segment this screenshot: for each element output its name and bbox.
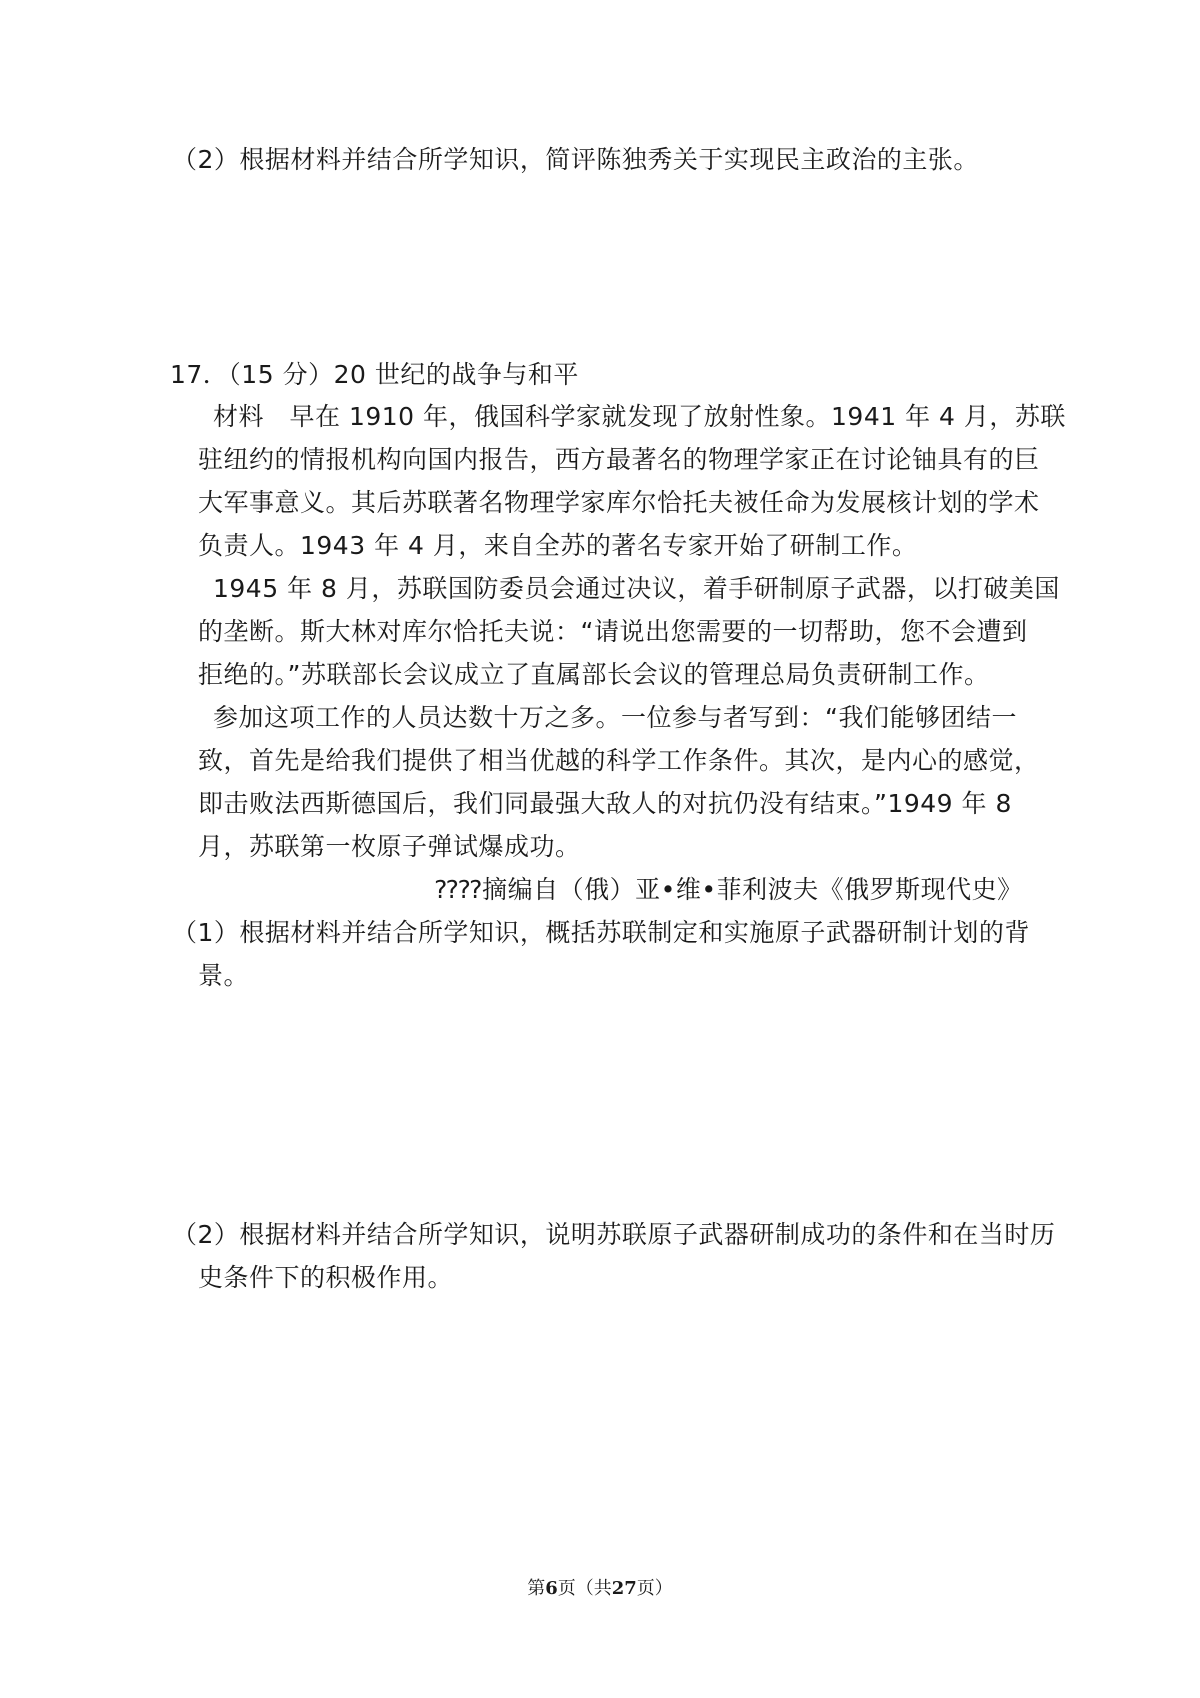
q17-heading: 17．（15 分）20 世纪的战争与和平 bbox=[170, 360, 579, 389]
q16-part2-question: （2）根据材料并结合所学知识，简评陈独秀关于实现民主政治的主张。 bbox=[172, 145, 979, 174]
material-line: 1945 年 8 月，苏联国防委员会通过决议，着手研制原子武器，以打破美国 bbox=[213, 574, 1060, 603]
footer-total-pages: 27 bbox=[611, 1578, 637, 1599]
material-line: 即击败法西斯德国后，我们同最强大敌人的对抗仍没有结束。”1949 年 8 bbox=[198, 789, 1012, 818]
material-source: ⁇⁇摘编自（俄）亚•维•菲利波夫《俄罗斯现代史》 bbox=[435, 875, 1023, 904]
material-line: 负责人。1943 年 4 月，来自全苏的著名专家开始了研制工作。 bbox=[198, 531, 918, 560]
material-line: 驻纽约的情报机构向国内报告，西方最著名的物理学家正在讨论铀具有的巨 bbox=[198, 445, 1040, 474]
footer-suffix: 页） bbox=[636, 1578, 673, 1599]
material-line: 材料 早在 1910 年，俄国科学家就发现了放射性象。1941 年 4 月，苏联 bbox=[213, 402, 1066, 431]
question-line: 史条件下的积极作用。 bbox=[198, 1263, 454, 1292]
footer-prefix: 第 bbox=[527, 1578, 546, 1599]
footer-page-number: 6 bbox=[545, 1578, 558, 1599]
question-line: （1）根据材料并结合所学知识，概括苏联制定和实施原子武器研制计划的背 bbox=[172, 918, 1030, 947]
material-line: 拒绝的。”苏联部长会议成立了直属部长会议的管理总局负责研制工作。 bbox=[198, 660, 990, 689]
material-line: 大军事意义。其后苏联著名物理学家库尔恰托夫被任命为发展核计划的学术 bbox=[198, 488, 1040, 517]
footer-middle: 页（共 bbox=[557, 1578, 612, 1599]
question-line: 景。 bbox=[198, 961, 250, 990]
question-line: （2）根据材料并结合所学知识，说明苏联原子武器研制成功的条件和在当时历 bbox=[172, 1220, 1056, 1249]
material-line: 的垄断。斯大林对库尔恰托夫说：“请说出您需要的一切帮助，您不会遭到 bbox=[198, 617, 1028, 646]
material-line: 参加这项工作的人员达数十万之多。一位参与者写到：“我们能够团结一 bbox=[213, 703, 1017, 732]
page-footer bbox=[0, 1577, 1200, 1601]
material-line: 致，首先是给我们提供了相当优越的科学工作条件。其次，是内心的感觉， bbox=[198, 746, 1040, 775]
material-line: 月，苏联第一枚原子弹试爆成功。 bbox=[198, 832, 581, 861]
